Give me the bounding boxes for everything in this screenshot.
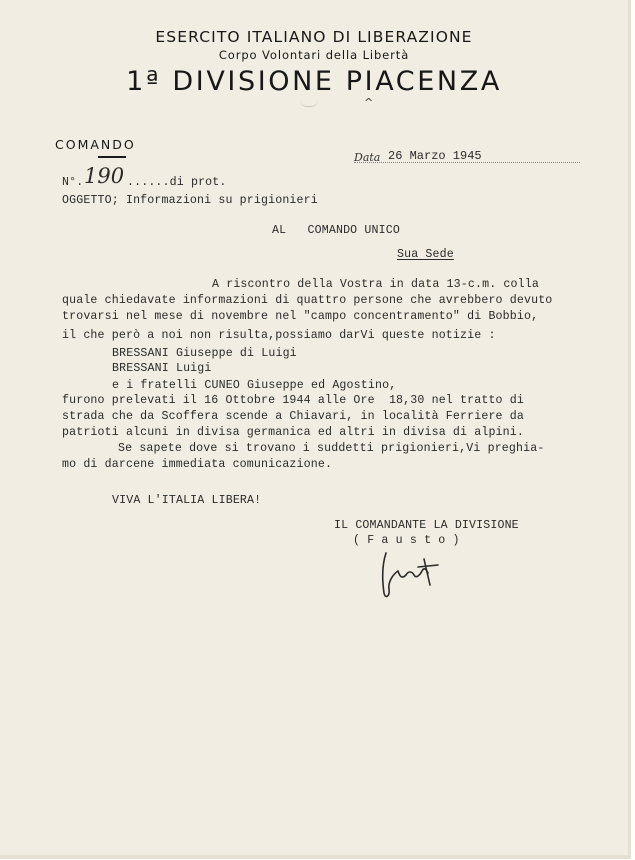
caret-mark: ^ <box>364 96 374 109</box>
protocol-suffix: ......di prot. <box>127 176 227 189</box>
body-line: BRESSANI Luigi <box>112 362 212 375</box>
signatory-name: ( F a u s t o ) <box>353 534 460 547</box>
body-line: mo di darcene immediata comunicazione. <box>62 458 333 471</box>
body-line: e i fratelli CUNEO Giuseppe ed Agostino, <box>112 379 397 392</box>
office-underline <box>98 156 126 158</box>
body-line: quale chiedavate informazioni di quattro persone che avrebbero devuto <box>62 294 553 307</box>
body-line: patrioti alcuni in divisa germanica ed altri in divisa di alpini. <box>62 426 524 439</box>
closing-salute: VIVA L'ITALIA LIBERA! <box>112 494 262 507</box>
body-line: Se sapete dove si trovano i suddetti prigionieri,Vi preghia- <box>118 442 545 455</box>
date-value: 26 Marzo 1945 <box>388 149 482 163</box>
faint-mark <box>300 100 318 107</box>
date-label: Data <box>354 151 381 164</box>
letterhead-org: ESERCITO ITALIANO DI LIBERAZIONE <box>155 28 473 46</box>
recipient-line-2: Sua Sede <box>397 248 454 261</box>
signatory-title: IL COMANDANTE LA DIVISIONE <box>334 519 519 532</box>
office-label: COMANDO <box>55 137 136 152</box>
body-line: il che però a noi non risulta,possiamo darVi queste notizie : <box>62 329 496 342</box>
body-line: A riscontro della Vostra in data 13-c.m. colla <box>212 278 539 291</box>
protocol-prefix: N°. <box>62 176 84 189</box>
letterhead-division: 1ª DIVISIONE PIACENZA <box>126 66 502 97</box>
recipient-line-1: AL COMANDO UNICO <box>272 224 400 237</box>
body-line: strada che da Scoffera scende a Chiavari, in località Ferriere da <box>62 410 524 423</box>
subject-line: OGGETTO; Informazioni su prigionieri <box>62 194 318 207</box>
handwritten-signature <box>372 545 444 601</box>
letterhead-corps: Corpo Volontari della Libertà <box>218 48 410 62</box>
body-line: trovarsi nel mese di novembre nel "campo concentramento" di Bobbio, <box>62 310 539 323</box>
date-dotted-line <box>354 162 580 163</box>
body-line: BRESSANI Giuseppe di Luigi <box>112 347 297 360</box>
protocol-number: 190 <box>84 164 125 188</box>
body-line: furono prelevati il 16 Ottobre 1944 alle Ore 18,30 nel tratto di <box>62 394 524 407</box>
